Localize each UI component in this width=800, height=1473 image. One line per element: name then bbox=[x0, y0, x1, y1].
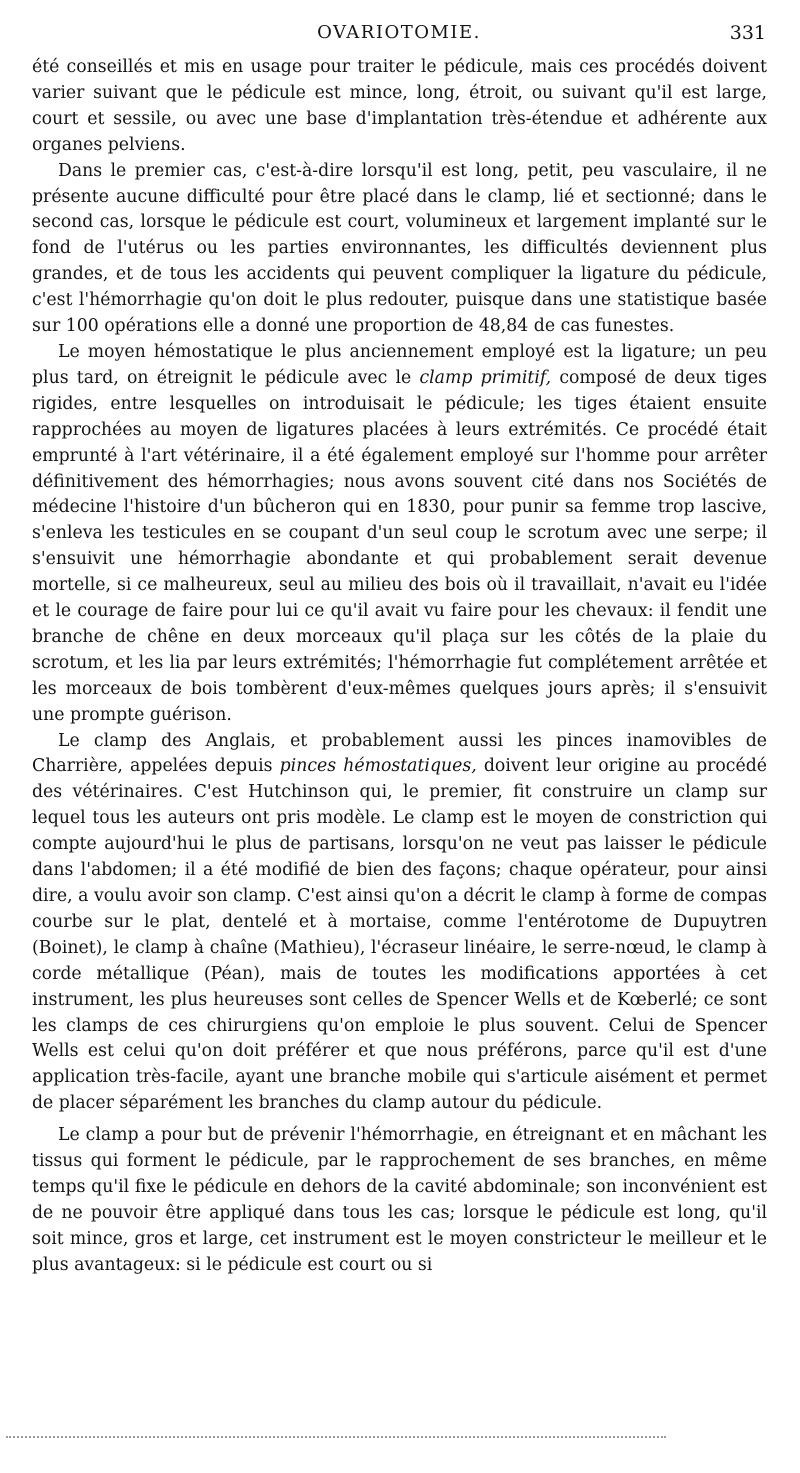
page-number: 331 bbox=[729, 22, 766, 44]
paragraph-3-text-b: composé de deux tiges rigides, entre lesquelles on introduisait le pédicule; les tiges étaient ensuite rapprochées au moyen de ligatures placées à leurs extrémités. Ce procédé était emprunté à l'art vétérinaire, il a été également employé sur l'homme pour arrêter définitivement des hémorrhagies; nous avons souvent cité dans nos Sociétés de médecine l'histoire d'un bûcheron qui en 1830, pour punir sa femme trop lascive, s'enleva les testicules en se coupant d'un seul coup le scrotum avec une serpe; il s'ensuivit une hémorrhagie abondante et qui probablement serait devenue mortelle, si ce malheureux, seul au milieu des bois où il travaillait, n'avait eu l'idée et le courage de faire pour lui ce qu'il avait vu faire pour les chevaux: il fendit une branche de chêne en deux morceaux qu'il plaça sur les côtés de la plaie du scrotum, et les lia par leurs extrémités; l'hémorrhagie fut complétement arrêtée et les morceaux de bois tombèrent d'eux-mêmes quelques jours après; il s'ensuivit une prompte guérison. bbox=[32, 367, 767, 725]
paragraph-1: été conseillés et mis en usage pour traiter le pédicule, mais ces procédés doivent varier suivant que le pédicule est mince, long, étroit, ou suivant qu'il est large, court et sessile, ou avec une base d'implantation très-étendue et adhérente aux organes pelviens. bbox=[32, 57, 767, 155]
paragraph-4-text-a: Le clamp des Anglais, et probablement aussi les pinces inamovibles de Charrière, appelées depuis bbox=[32, 730, 767, 777]
paragraph-2: Dans le premier cas, c'est-à-dire lorsqu'il est long, petit, peu vasculaire, il ne présente aucune difficulté pour être placé dans le clamp, lié et sectionné; dans le second cas, lorsque le pédicule est court, volumineux et largement implanté sur le fond de l'utérus ou les parties environnantes, les difficultés deviennent plus grandes, et de tous les accidents qui peuvent compliquer la ligature du pédicule, c'est l'hémorrhagie qu'on doit le plus redouter, puisque dans une statistique basée sur 100 opérations elle a donné une proportion de 48,84 de cas funestes. bbox=[32, 160, 767, 337]
italic-term-pinces-hemostatiques: pinces hémostatiques, bbox=[279, 756, 477, 777]
footer-rule bbox=[6, 1436, 666, 1438]
italic-term-clamp-primitif: clamp primitif, bbox=[419, 367, 552, 388]
paragraph-4 bbox=[32, 729, 767, 1118]
paragraph-5: Le clamp a pour but de prévenir l'hémorrhagie, en étreignant et en mâchant les tissus qui forment le pédicule, par le rapprochement de ses branches, en même temps qu'il fixe le pédicule en dehors de la cavité abdominale; son inconvénient est de ne pouvoir être appliqué dans tous les cas; lorsque le pédicule est long, qu'il soit mince, gros et large, cet instrument est le moyen constricteur le meilleur et le plus avantageux: si le pédicule est court ou si bbox=[32, 1125, 767, 1275]
running-title: OVARIOTOMIE. bbox=[317, 22, 481, 43]
paragraph-4-text-b: doivent leur origine au procédé des vétérinaires. C'est Hutchinson qui, le premier, fit construire un clamp sur lequel tous les auteurs ont pris modèle. Le clamp est le moyen de constriction qui compte aujourd'hui le plus de partisans, lorsqu'on ne veut pas laisser le pédicule dans l'abdomen; il a été modifié de bien des façons; chaque opérateur, pour ainsi dire, a voulu avoir son clamp. C'est ainsi qu'on a décrit le clamp à forme de compas courbe sur le plat, dentelé et à mortaise, comme l'entérotome de Dupuytren (Boinet), le clamp à chaîne (Mathieu), l'écraseur linéaire, le serre-nœud, le clamp à corde métallique (Péan), mais de toutes les modifications apportées à cet instrument, les plus heureuses sont celles de Spencer Wells et de Kœberlé; ce sont les clamps de ces chirurgiens qu'on emploie le plus souvent. Celui de Spencer Wells est celui qu'on doit préférer et que nous préférons, parce qu'il est d'une application très-facile, ayant une branche mobile qui s'articule aisément et permet de placer séparément les branches du clamp autour du pédicule. bbox=[32, 756, 767, 1114]
paragraph-3 bbox=[32, 340, 767, 729]
running-head bbox=[32, 22, 766, 52]
body-text bbox=[32, 55, 767, 1279]
paragraph-3-text-a: Le moyen hémostatique le plus anciennement employé est la ligature; un peu plus tard, on étreignit le pédicule avec le bbox=[32, 341, 767, 388]
